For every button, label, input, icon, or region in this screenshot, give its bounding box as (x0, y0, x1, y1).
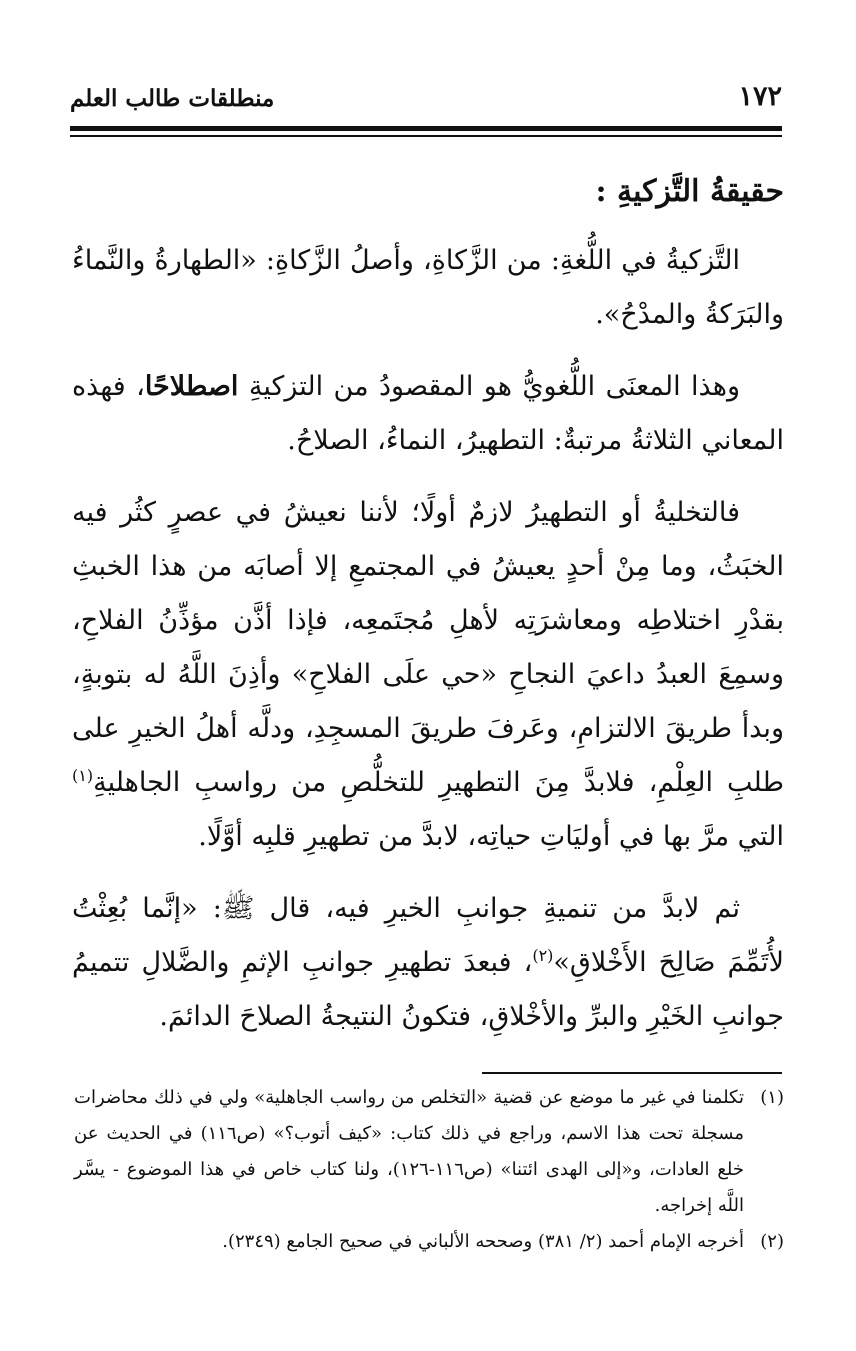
paragraph-development (72, 882, 784, 1044)
paragraph-text: فالتخليةُ أو التطهيرُ لازمٌ أولًا؛ لأننا نعيشُ في عصرٍ كثُر فيه الخبَثُ، وما مِنْ أحدٍ يعيشُ في المجتمعِ إلا أصابَه من هذا الخبثِ بقدْرِ اختلاطِه ومعاشرَتِه لأهلِ مُجتَمعِه، فإذا أذَّن مؤذِّنُ الفلاحِ، وسمِعَ العبدُ داعيَ النجاحِ «حي علَى الفلاحِ» وأذِنَ اللَّهُ له بتوبةٍ، وبدأ طريقَ الالتزامِ، وعَرفَ طريقَ المسجِدِ، ودلَّه أهلُ الخيرِ على طلبِ العِلْمِ، فلابدَّ مِنَ التطهيرِ للتخلُّصِ من رواسبِ الجاهليةِ (72, 497, 784, 798)
footnote-reference-1[interactable]: (١) (72, 766, 94, 785)
footnote-number: (٢) (760, 1231, 784, 1252)
header-rule-thin (70, 135, 782, 137)
book-title: منطلقات طالب العلم (70, 85, 275, 112)
header-rule-thick (70, 126, 782, 131)
footnote-text: أخرجه الإمام أحمد (٢/ ٣٨١) وصححه الألباني في صحيح الجامع (٢٣٤٩). (222, 1231, 744, 1252)
paragraph-text: ، فهذه المعاني الثلاثةُ مرتبةٌ: التطهيرُ، النماءُ، الصلاحُ. (72, 371, 784, 456)
running-header (70, 72, 782, 112)
paragraph-text: التي مرَّ بها في أوليَاتِ حياتِه، لابدَّ من تطهيرِ قلبِه أوَّلًا. (198, 821, 784, 852)
paragraph-text: التَّزكيةُ في اللُّغةِ: من الزَّكاةِ، وأصلُ الزَّكاةِ: «الطهارةُ والنَّماءُ والبَرَكةُ والمدْحُ». (72, 245, 784, 330)
paragraph-text: وهذا المعنَى اللُّغويُّ هو المقصودُ من التزكيةِ (238, 371, 741, 402)
footnote-separator (482, 1072, 782, 1074)
paragraph-technical-meaning (72, 360, 784, 468)
footnote-reference-2[interactable]: (٢) (532, 946, 554, 965)
bold-term: اصطلاحًا (144, 371, 239, 402)
section-heading: حقيقةُ التَّزكيةِ : (595, 174, 784, 209)
main-text (72, 162, 784, 1062)
paragraph-text: ، فبعدَ تطهيرِ جوانبِ الإثمِ والضَّلالِ تتميمُ جوانبِ الخَيْرِ والبرِّ والأخْلاقِ، فتكونُ النتيجةُ الصلاحَ الدائمَ. (72, 947, 784, 1032)
footnote-text: تكلمنا في غير ما موضع عن قضية «التخلص من رواسب الجاهلية» ولي في ذلك محاضرات مسجلة تحت هذا الاسم، وراجع في ذلك كتاب: «كيف أتوب؟» (ص١١٦) في الحديث عن خلع العادات، و«إلى الهدى ائتنا» (ص١١٦-١٢٦)، ولنا كتاب خاص في هذا الموضوع - يسَّر اللَّه إخراجه. (74, 1087, 744, 1216)
footnote-2 (74, 1224, 784, 1260)
footnote-number: (١) (760, 1087, 784, 1108)
paragraph-linguistic-definition (72, 234, 784, 342)
page-number: ١٧٢ (738, 81, 782, 112)
paragraph-text: ثم لابدَّ من تنميةِ جوانبِ الخيرِ فيه، قال ﷺ: «إنَّما بُعِثْتُ لأُتَمِّمَ صَالِحَ الأَخْلاقِ» (72, 893, 784, 978)
footnote-1 (74, 1080, 784, 1224)
paragraph-purification (72, 486, 784, 864)
footnotes (74, 1080, 784, 1260)
